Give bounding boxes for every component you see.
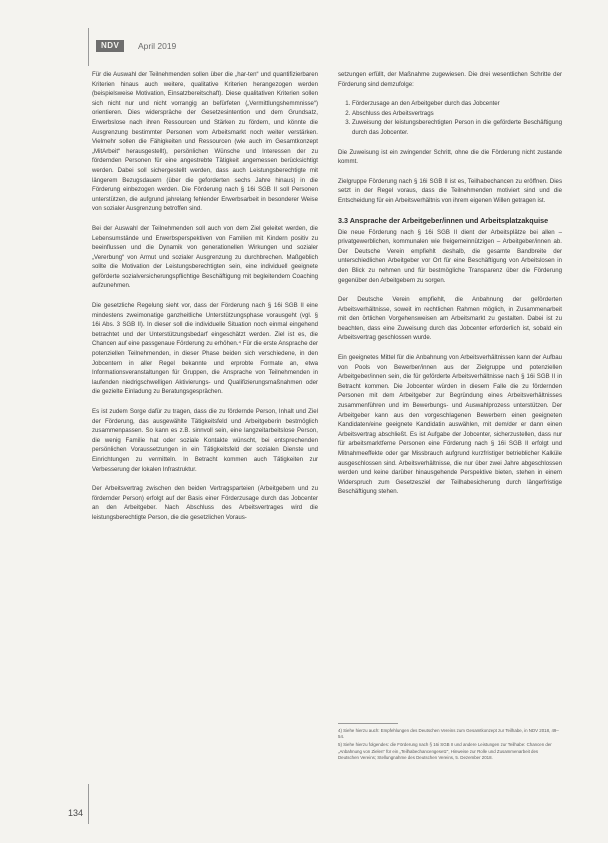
left-column <box>92 70 318 533</box>
body-paragraph: Der Deutsche Verein empfiehlt, die Anbahnung der geförderten Arbeitsverhältnisse, soweit im rechtlichen Rahmen möglich, in Zusammenarbeit mit den örtlichen Vorgehensweisen am Arbeitsmarkt zu gestalten. Dabei ist zu beachten, dass eine Zuweisung durch das Jobcenter erforderlich ist, sobald ein Arbeitsvertrag geschlossen wurde. <box>338 296 562 342</box>
list-item: 3. Zuweisung der leistungsberechtigten Person in die geförderte Beschäftigung durch das Jobcenter. <box>352 118 562 137</box>
body-paragraph: Ein geeignetes Mittel für die Anbahnung von Arbeitsverhältnissen kann der Aufbau von Pools von Bewerber/innen aus der Zielgruppe und potenziellen Arbeitgeber/innen sein, die für geförderte Arbeitsverhältnisse nach § 16i SGB II in Betracht kommen. Die Jobcenter würden in diesem Falle die zu fördernden Personen mit dem Arbeitgeber zur Begründung eines Arbeitsverhältnisses zusammenführen und im Bewerbungs- und Auswahlprozess unterstützen. Der Arbeitgeber kann aus den vorgeschlagenen Bewerbern einen geeigneten Kandidaten/eine geeignete Kandidatin auswählen, mit dem/der er dann einen Arbeitsvertrag abschließt. Es ist Aufgabe der Jobcenter, sicherzustellen, dass nur für arbeitsmarktferne Personen eine Förderung nach § 16i SGB II erfolgt und Mitnahmeeffekte oder gar Missbrauch aufgrund kurzfristiger betrieblicher Kalküle ausgeschlossen sind. Arbeitsverhältnisse, die nur über zwei Jahre abgeschlossen werden und keine darüber hinausgehende Perspektive bieten, stehen in einem Widerspruch zum Gesetzesziel der Teilhabesicherung durch längerfristige Beschäftigung stehen. <box>338 354 562 496</box>
steps-list <box>338 99 562 137</box>
footnote: 4) Siehe hierzu auch: Empfehlungen des Deutschen Vereins zum Gesamtkonzept zur Teilhabe, in NDV 2018, 49–54. <box>338 728 559 740</box>
footnote-divider <box>338 723 398 724</box>
issue-date: April 2019 <box>138 41 177 51</box>
body-paragraph: Der Arbeitsvertrag zwischen den beiden Vertragsparteien (Arbeitgebern und zu fördernder Person) erfolgt auf der Basis einer Förderzusage durch das Jobcenter an den Arbeitgeber. Nach Abschluss des Arbeitsvertrages wird die leistungsberechtigte Person, die die gesetzlichen Voraus- <box>92 485 318 521</box>
footnotes <box>338 728 560 763</box>
footnote: 5) Siehe hierzu folgendes: die Förderung nach § 16i SGB II und andere Leistungen zur Teilhabe: Chancen der „Anbahnung von Zielen“ für ein „Teilhabechancengesetz“, Hinweise zur Rolle und Zusammenarbeit des Deutschen Vereins; Stellungnahme des Deutschen Vereins, 5. Dezember 2018. <box>338 742 552 760</box>
body-paragraph: Die gesetzliche Regelung sieht vor, dass der Förderung nach § 16i SGB II eine mindestens zweimonatige ganzheitliche Unterstützungsphase vorausgeht (vgl. § 16i Abs. 3 SGB II). In dieser soll die individuelle Situation noch einmal eingehend betrachtet und der Unterstützungsbedarf eingeschätzt werden. Ziel ist es, die Chancen auf eine passgenaue Förderung zu erhöhen.⁴ Für die erste Ansprache der potenziellen Teilnehmenden, in dieser Phase beiden sich verschiedene, in den Jobcentern in aller Regel bekannte und erprobte Formate an, etwa Informationsveranstaltungen für Gruppen, die Ansprache von Teilnehmenden in laufenden niedrigschwelligen Aktivierungs- und Qualifizierungsmaßnahmen oder die gezielte Einladung zu Beratungsgesprächen. <box>92 302 318 396</box>
body-paragraph: Die neue Förderung nach § 16i SGB II dient der Arbeitsplätze bei allen – privatgewerblichen, kommunalen wie freigemeinnützigen – Arbeitgeber/innen ab. Der Deutsche Verein empfiehlt deshalb, die gesamte Bandbreite der unterschiedlichen Arbeitgeber vor Ort für eine Beschäftigung von Arbeitslosen in den Blick zu nehmen und für bestmögliche Transparenz über die Förderung gegenüber den Arbeitgebern zu sorgen. <box>338 228 562 284</box>
footer-vertical-rule <box>88 784 89 824</box>
body-paragraph: Zielgruppe Förderung nach § 16i SGB II ist es, Teilhabechancen zu eröffnen. Dies setzt in der Regel voraus, dass die Teilnehmenden motiviert sind und die Entscheidung für ein Arbeitsverhältnis von ihrem eigenen Willen getragen ist. <box>338 177 562 204</box>
list-item: 1. Förderzusage an den Arbeitgeber durch das Jobcenter <box>352 99 562 109</box>
body-paragraph: Es ist zudem Sorge dafür zu tragen, dass die zu fördernde Person, Inhalt und Ziel der Förderung, das ausgewählte Tätigkeitsfeld und Arbeitgeberin bestmöglich zusammenpassen. So kann es z.B. sinnvoll sein, eine langzeitarbeitslose Person, die wenig Familie hat oder soziale Kontakte wünscht, bei entsprechenden persönlichen Voraussetzungen in ein Tätigkeitsfeld der sozialen Dienste und Einrichtungen zu vermitteln. In Betracht kommen auch Tätigkeiten zur Verbesserung der lokalen Infrastruktur. <box>92 408 318 473</box>
page-number: 134 <box>68 808 84 818</box>
body-paragraph: setzungen erfüllt, der Maßnahme zugewiesen. Die drei wesentlichen Schritte der Förderung sind demzufolge: <box>338 71 562 88</box>
body-paragraph: Die Zuweisung ist ein zwingender Schritt, ohne die die Förderung nicht zustande kommt. <box>338 148 562 166</box>
body-paragraph: Für die Auswahl der Teilnehmenden sollen über die „har-ten“ und quantifizierbaren Kriterien hinaus auch weitere, qualitative Kriterien herangezogen werden (beispielsweise Motivation, Einsatzbereitschaft). Diese qualitativen Kriterien sollen sich nicht nur und nicht vorrangig an befürfeten („Vermittlungshemmnisse“) orientieren. Dies widerspräche der Gesetzesintention und dem Grundsatz, Erwerbslose nach ihren Ressourcen und Stärken zu fördern, und könnte die Ausgrenzung bestimmter Personen vom Arbeitsmarkt noch weiter verstärken. Vielmehr sollen die Fähigkeiten und Ressourcen (wie auch im Gesamtkonzept „MitArbeit“ herausgestellt), persönlichen Wünsche und Interessen der zu fördernden Personen für eine angestrebte Tätigkeit angemessen berücksichtigt werden. Dabei soll sichergestellt werden, dass auch Leistungsberechtigte mit längerem Bezugsdauern (über die geforderten sechs Jahre hinaus) in die Förderung einbezogen werden. Die Förderung nach § 16i SGB II soll Personen unterstützen, die aufgrund jahrelang fehlender Erwerbsarbeit in besonderer Weise von sozialer Ausgrenzung betroffen sind. <box>92 71 318 213</box>
journal-badge: NDV <box>96 40 124 52</box>
right-column <box>338 70 562 507</box>
body-paragraph: Bei der Auswahl der Teilnehmenden soll auch von dem Ziel geleitet werden, die Lebensumstände und Erwerbsperspektiven von Familien mit Kindern positiv zu beeinflussen und die Dynamik von generationellen Wirkungen und sozialer „Vererbung“ von Armut und sozialer Ausgrenzung zu durchbrechen. Maßgeblich sollte die Motivation der Leistungsberechtigten sein, eine individuell geeignete geförderte sozialversicherungspflichtige Beschäftigung mit begleitendem Coaching aufzunehmen. <box>92 224 318 290</box>
section-heading: 3.3 Ansprache der Arbeitgeber/innen und Arbeitsplatzakquise <box>338 215 549 225</box>
list-item: 2. Abschluss des Arbeitsvertrags <box>352 109 562 119</box>
